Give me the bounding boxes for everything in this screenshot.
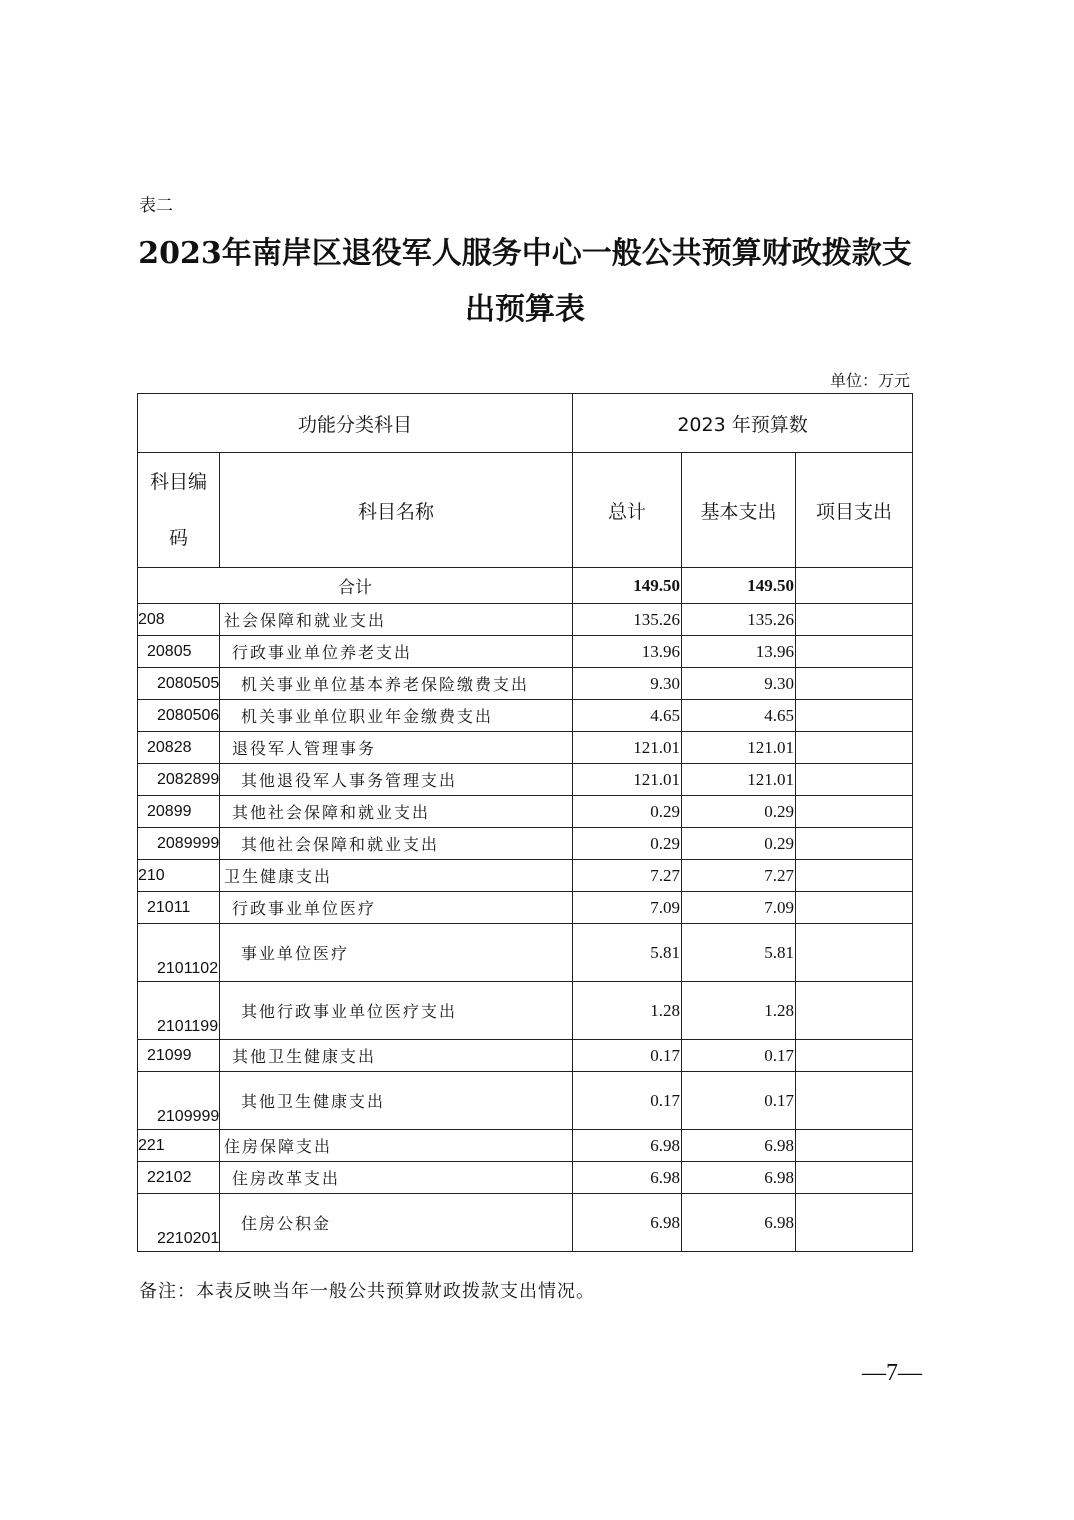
row-basic: 6.98 [682,1162,796,1194]
table-row [138,1194,913,1252]
row-total: 0.17 [573,1040,682,1072]
table-row [138,1162,913,1194]
row-name: 行政事业单位养老支出 [220,636,573,668]
row-name: 行政事业单位医疗 [220,892,573,924]
row-basic: 121.01 [682,764,796,796]
row-code: 2080505 [138,668,220,700]
header-group-row [138,394,913,453]
row-basic: 121.01 [682,732,796,764]
table-row [138,1040,913,1072]
row-basic: 0.17 [682,1072,796,1130]
table-row [138,732,913,764]
row-name: 其他卫生健康支出 [220,1040,573,1072]
row-code: 21099 [138,1040,220,1072]
row-name: 机关事业单位基本养老保险缴费支出 [220,668,573,700]
row-project [796,1194,913,1252]
row-code: 20899 [138,796,220,828]
table-row [138,700,913,732]
row-basic: 6.98 [682,1130,796,1162]
row-name: 其他行政事业单位医疗支出 [220,982,573,1040]
table-row [138,982,913,1040]
row-code: 2109999 [138,1072,220,1130]
row-total: 4.65 [573,700,682,732]
header-code: 科目编码 [138,453,220,568]
row-name: 其他卫生健康支出 [220,1072,573,1130]
budget-table [137,393,913,1252]
header-columns-row [138,453,913,568]
row-code: 2101199 [138,982,220,1040]
row-basic: 9.30 [682,668,796,700]
row-total: 121.01 [573,764,682,796]
row-project [796,796,913,828]
row-basic: 6.98 [682,1194,796,1252]
table-row [138,892,913,924]
row-total: 0.29 [573,796,682,828]
header-name: 科目名称 [220,453,573,568]
row-total: 1.28 [573,982,682,1040]
row-code: 20828 [138,732,220,764]
table-row [138,924,913,982]
table-row [138,668,913,700]
total-label: 合计 [138,568,573,604]
row-total: 7.09 [573,892,682,924]
table-row [138,1072,913,1130]
row-total: 6.98 [573,1194,682,1252]
row-name: 卫生健康支出 [220,860,573,892]
row-basic: 0.29 [682,828,796,860]
row-name: 住房公积金 [220,1194,573,1252]
total-project [796,568,913,604]
unit-label: 单位：万元 [829,371,910,390]
row-code: 20805 [138,636,220,668]
row-total: 7.27 [573,860,682,892]
table-row [138,636,913,668]
row-project [796,860,913,892]
header-budget-year: 2023 年预算数 [573,394,913,453]
row-name: 其他社会保障和就业支出 [220,796,573,828]
table-label: 表二 [139,196,173,216]
row-basic: 13.96 [682,636,796,668]
row-code: 2089999 [138,828,220,860]
row-project [796,732,913,764]
table-row [138,796,913,828]
row-project [796,668,913,700]
row-basic: 1.28 [682,982,796,1040]
table-row [138,828,913,860]
row-total: 0.17 [573,1072,682,1130]
row-code: 2210201 [138,1194,220,1252]
table-row [138,860,913,892]
row-project [796,1072,913,1130]
total-basic: 149.50 [682,568,796,604]
row-basic: 135.26 [682,604,796,636]
row-project [796,1040,913,1072]
row-project [796,1130,913,1162]
table-row [138,1130,913,1162]
row-code: 208 [138,604,220,636]
row-total: 13.96 [573,636,682,668]
row-total: 6.98 [573,1162,682,1194]
row-name: 社会保障和就业支出 [220,604,573,636]
row-basic: 0.17 [682,1040,796,1072]
header-project: 项目支出 [796,453,913,568]
table-note: 备注：本表反映当年一般公共预算财政拨款支出情况。 [139,1281,595,1302]
row-name: 机关事业单位职业年金缴费支出 [220,700,573,732]
row-basic: 7.09 [682,892,796,924]
row-name: 住房保障支出 [220,1130,573,1162]
table-row [138,604,913,636]
row-project [796,828,913,860]
total-sum: 149.50 [573,568,682,604]
row-code: 2080506 [138,700,220,732]
row-total: 5.81 [573,924,682,982]
row-total: 6.98 [573,1130,682,1162]
row-basic: 0.29 [682,796,796,828]
row-basic: 7.27 [682,860,796,892]
header-total: 总计 [573,453,682,568]
row-project [796,604,913,636]
page-number: —7— [862,1360,922,1386]
row-project [796,636,913,668]
row-code: 210 [138,860,220,892]
row-code: 2101102 [138,924,220,982]
row-total: 9.30 [573,668,682,700]
header-functional-category: 功能分类科目 [138,394,573,453]
row-name: 住房改革支出 [220,1162,573,1194]
document-title: 2023年南岸区退役军人服务中心一般公共预算财政拨款支 [138,236,912,271]
row-code: 21011 [138,892,220,924]
row-total: 0.29 [573,828,682,860]
row-total: 135.26 [573,604,682,636]
total-row [138,568,913,604]
row-name: 其他退役军人事务管理支出 [220,764,573,796]
row-code: 2082899 [138,764,220,796]
row-basic: 5.81 [682,924,796,982]
row-name: 其他社会保障和就业支出 [220,828,573,860]
row-code: 22102 [138,1162,220,1194]
row-project [796,764,913,796]
row-basic: 4.65 [682,700,796,732]
row-project [796,700,913,732]
row-name: 事业单位医疗 [220,924,573,982]
row-code: 221 [138,1130,220,1162]
row-project [796,924,913,982]
row-project [796,982,913,1040]
row-project [796,1162,913,1194]
row-name: 退役军人管理事务 [220,732,573,764]
row-total: 121.01 [573,732,682,764]
header-basic: 基本支出 [682,453,796,568]
table-row [138,764,913,796]
document-title-continued: 出预算表 [465,292,585,327]
row-project [796,892,913,924]
